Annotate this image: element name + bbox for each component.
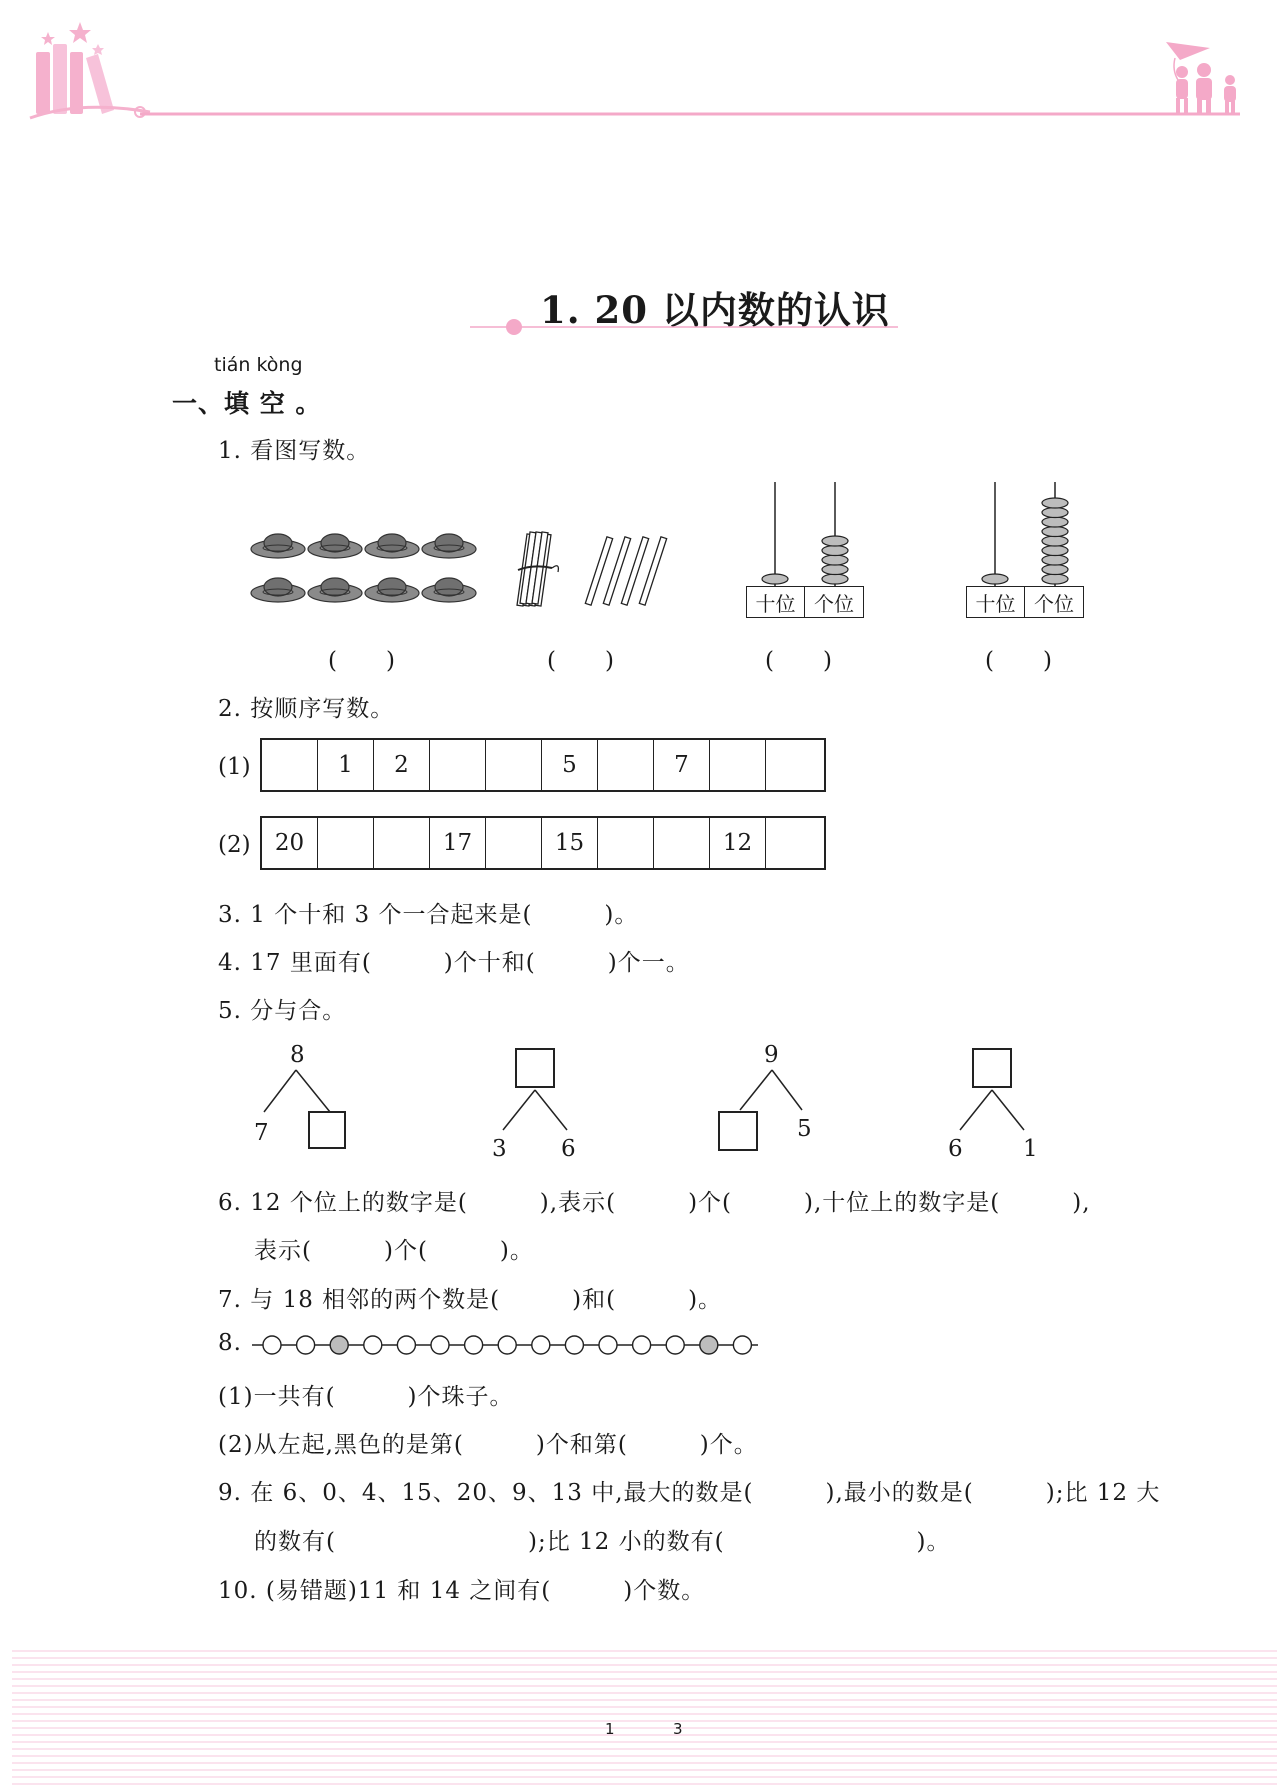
abacus-2-ones-beads xyxy=(1042,498,1068,584)
stick-bundle xyxy=(517,532,558,606)
tree2-left: 3 xyxy=(492,1136,508,1162)
seq-cell[interactable]: 2 xyxy=(374,740,430,790)
abacus-bead xyxy=(1042,498,1068,508)
seq-cell[interactable] xyxy=(374,818,430,868)
seq-cell[interactable] xyxy=(654,818,710,868)
seq-cell[interactable] xyxy=(430,740,486,790)
tree3-right: 5 xyxy=(797,1116,813,1142)
abacus-bead xyxy=(1042,517,1068,527)
seq-cell[interactable]: 12 xyxy=(710,818,766,868)
bead xyxy=(498,1336,516,1354)
seq-cell[interactable]: 15 xyxy=(542,818,598,868)
abacus-bead xyxy=(1042,527,1068,537)
abacus-bead xyxy=(1042,555,1068,565)
bead-shaded xyxy=(330,1336,348,1354)
loose-sticks xyxy=(585,537,666,605)
tree4-answer-box[interactable] xyxy=(972,1048,1012,1088)
section-pinyin: tián kòng xyxy=(214,354,303,376)
q2-row2-label: (2) xyxy=(218,832,251,858)
q6-line2: 表示( )个( )。 xyxy=(254,1238,534,1264)
bead xyxy=(532,1336,550,1354)
abacus-1 xyxy=(740,480,870,590)
ones-place-label: 个位 xyxy=(814,591,854,616)
q2-label: 2. 按顺序写数。 xyxy=(218,696,395,722)
page-number-right: 3 xyxy=(673,1720,683,1738)
books-logo-icon xyxy=(30,22,150,118)
tree1-top: 8 xyxy=(290,1042,306,1068)
tree3-top: 9 xyxy=(764,1042,780,1068)
q1-blank-3[interactable]: ( ) xyxy=(765,648,833,674)
bead xyxy=(733,1336,751,1354)
ones-place-label: 个位 xyxy=(1034,591,1074,616)
q8-sub2: (2)从左起,黑色的是第( )个和第( )个。 xyxy=(218,1432,758,1458)
q1-label: 1. 看图写数。 xyxy=(218,438,371,464)
abacus-bead xyxy=(822,546,848,556)
bead xyxy=(599,1336,617,1354)
q1-blank-2[interactable]: ( ) xyxy=(547,648,615,674)
seq-cell[interactable] xyxy=(710,740,766,790)
seq-cell[interactable] xyxy=(598,740,654,790)
q10-text: 10. (易错题)11 和 14 之间有( )个数。 xyxy=(218,1578,706,1604)
abacus-bead xyxy=(1042,536,1068,546)
abacus-bead xyxy=(1042,508,1068,518)
children-kite-icon xyxy=(1166,42,1236,114)
abacus-bead xyxy=(822,574,848,584)
tree2-answer-box[interactable] xyxy=(515,1048,555,1088)
bead xyxy=(397,1336,415,1354)
tree4-left: 6 xyxy=(948,1136,964,1162)
q6-line1: 6. 12 个位上的数字是( ),表示( )个( ),十位上的数字是( ), xyxy=(218,1190,1091,1216)
q8-sub1: (1)一共有( )个珠子。 xyxy=(218,1384,514,1410)
tens-place-label: 十位 xyxy=(967,587,1025,617)
abacus-bead xyxy=(822,565,848,575)
q1-blank-1[interactable]: ( ) xyxy=(328,648,396,674)
abacus-bead xyxy=(1042,546,1068,556)
abacus-1-place-table xyxy=(746,586,864,618)
hats-picture xyxy=(250,525,480,610)
footer-band xyxy=(12,1650,1277,1789)
sticks-picture xyxy=(508,528,673,613)
bead xyxy=(565,1336,583,1354)
bead-string xyxy=(250,1330,760,1360)
q4-text: 4. 17 里面有( )个十和( )个一。 xyxy=(218,950,690,976)
title-underline xyxy=(470,318,900,338)
seq-cell[interactable] xyxy=(766,740,822,790)
bead xyxy=(297,1336,315,1354)
bead xyxy=(465,1336,483,1354)
bead xyxy=(666,1336,684,1354)
q9-line1: 9. 在 6、0、4、15、20、9、13 中,最大的数是( ),最小的数是( );比 12 大 xyxy=(218,1480,1161,1506)
bead xyxy=(431,1336,449,1354)
tree3-answer-box[interactable] xyxy=(718,1111,758,1151)
bead xyxy=(364,1336,382,1354)
seq-cell[interactable]: 1 xyxy=(318,740,374,790)
q8-label: 8. xyxy=(218,1330,242,1356)
header-decoration xyxy=(0,0,1287,140)
tree3-lines xyxy=(734,1068,814,1114)
seq-cell[interactable]: 5 xyxy=(542,740,598,790)
abacus-bead xyxy=(822,536,848,546)
seq-cell[interactable] xyxy=(766,818,822,868)
seq-cell[interactable]: 17 xyxy=(430,818,486,868)
seq-cell[interactable] xyxy=(262,740,318,790)
bead xyxy=(633,1336,651,1354)
seq-cell[interactable]: 20 xyxy=(262,818,318,868)
abacus-2 xyxy=(960,480,1090,590)
q7-text: 7. 与 18 相邻的两个数是( )和( )。 xyxy=(218,1287,723,1313)
tree1-answer-box[interactable] xyxy=(308,1111,346,1149)
tree1-left: 7 xyxy=(254,1120,270,1146)
seq-cell[interactable] xyxy=(318,818,374,868)
tree2-right: 6 xyxy=(561,1136,577,1162)
q3-text: 3. 1 个十和 3 个一合起来是( )。 xyxy=(218,902,639,928)
seq-cell[interactable] xyxy=(486,818,542,868)
abacus-bead xyxy=(1042,565,1068,575)
page-title: 1. 20 以内数的认识 xyxy=(540,288,890,332)
bead xyxy=(263,1336,281,1354)
tens-place-label: 十位 xyxy=(747,587,805,617)
abacus-bead xyxy=(822,555,848,565)
sequence-row-2 xyxy=(260,816,826,870)
tree4-lines xyxy=(952,1088,1032,1134)
abacus-bead xyxy=(1042,574,1068,584)
seq-cell[interactable] xyxy=(598,818,654,868)
tree4-right: 1 xyxy=(1023,1136,1039,1162)
q5-label: 5. 分与合。 xyxy=(218,998,347,1024)
bead-shaded xyxy=(700,1336,718,1354)
seq-cell[interactable]: 7 xyxy=(654,740,710,790)
page-number-left: 1 xyxy=(605,1720,615,1738)
tree2-lines xyxy=(495,1088,575,1134)
tree1-lines xyxy=(260,1068,340,1116)
q2-row1-label: (1) xyxy=(218,754,251,780)
section-heading: 一、填 空 。 xyxy=(172,389,322,418)
seq-cell[interactable] xyxy=(486,740,542,790)
abacus-2-place-table xyxy=(966,586,1084,618)
q1-blank-4[interactable]: ( ) xyxy=(985,648,1053,674)
q9-line2: 的数有( );比 12 小的数有( )。 xyxy=(254,1529,951,1555)
sequence-row-1 xyxy=(260,738,826,792)
abacus-1-ones-beads xyxy=(822,536,848,584)
